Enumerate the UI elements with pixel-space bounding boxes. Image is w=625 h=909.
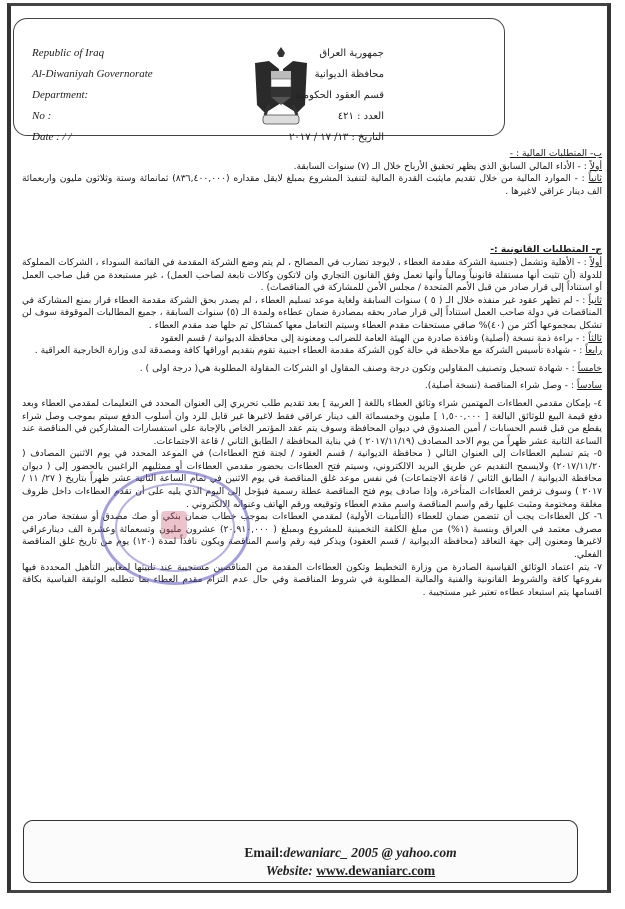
date-ar: التاريخ : ١٣/ ١٧ / ٢٠١٧ — [289, 132, 384, 143]
financial-heading: ب- المتطلبات المالية : - — [509, 148, 602, 159]
legal-fourth: رابعاً : - شهادة تأسيس الشركة مع ملاحظة في حالة كون الشركة مقدمة العطاء اجنبية تقوم بتقديم اوراقها كافة ومصدقة لدى وزارة الخارجية العراقية . — [34, 345, 602, 357]
letterhead-box — [13, 18, 505, 143]
legal-first: أولاً : - الأهلية وتشمل (جنسية الشركة مقدمة العطاء ، لايوجد تضارب في المصالح ، لم يتم وضع الشركة المقدمة في القائمة السوداء ، الشركات المملوكة للدولة (أن تثبت أنها مستقلة قانونياً ومالياً وأنها تعمل وفق القانون التجاري وان لاتكون وكالات تابعة لصاحب العمل) ، غير مستبعدة من قبل صاحب العمل أو استناداً إلى قرار صادر من قبل الأمم المتحدة / مجلس الأمن للمشاركة في المناقصات) . — [22, 256, 602, 294]
department-en: Department: — [32, 89, 89, 101]
footer-email: Email:dewaniarc_ 2005 @ yahoo.com — [244, 845, 457, 860]
date-en: Date : / / — [32, 131, 72, 143]
stamp-emblem-icon — [161, 511, 187, 539]
financial-second: ثانياً : - الموارد المالية من خلال تقديم مايثبت القدرة المالية لتنفيذ المشروع بمبلغ لايقل مقداره (٨٣٦,٤٠٠,٠٠٠) ثمانمائة وستة وثلاثون مليون واربعمائة الف دينار عراقي لاغيرها . — [22, 173, 602, 197]
governorate-en: Al-Diwaniyah Governorate — [32, 68, 153, 80]
website-link[interactable]: www.dewaniarc.com — [316, 863, 436, 878]
clause-5: ٥- يتم تسليم العطاءات إلى العنوان التالي ( محافظة الديوانية / قسم العقود / لجنة فتح العطاءات) في الموعد المحدد في يوم الاثنين المصادف ( ٢٠١٧/١١/٢٠) ولايسمح التقديم عن طريق البريد الالكتروني، وسيتم فتح العطاءات بحضور مقدمي العطاءات أو ممثليهم الراغبين بالحضور إلى ( ديوان محافظة الديوانية / الطابق الثاني / قاعة الاجتماعات) في نفس موعد غلق المناقصة في يوم الاثنين في تمام الساعة الثانية عشر ظهراً بتاريخ ( ٢٧/ ١١ /٢٠١٧ ) وسوف ترفض العطاءات المتأخرة، وإذا صادف يوم فتح المناقصة عطلة رسمية فيؤجل إلى اليوم الذي يليه على أن تقدم العطاءات داخل ظروف مغلقة ومختومة ومثبت عليها رقم واسم المناقصة واسم مقدم العطاء وتوقيعه ورقم الهاتف وعنوانه الالكتروني . — [22, 448, 602, 510]
official-stamp — [100, 470, 250, 585]
number-ar: العدد : ٤٢١ — [337, 111, 384, 122]
governorate-ar: محافظة الديوانية — [314, 69, 384, 80]
letterhead-english — [32, 43, 153, 148]
country-ar: جمهورية العراق — [319, 48, 384, 59]
clause-4: ٤- بإمكان مقدمي العطاءات المهتمين شراء وثائق العطاء باللغة [ العربية ] بعد تقديم طلب تحريري إلى العنوان المحدد في التعليمات لمقدمي العطاء وبعد دفع قيمة البيع للوثائق البالغة [ ١,٥٠٠,٠٠٠ ] مليون وخمسمائة الف دينار عراقي فقط لاغيرها غير قابل للرد وان أسلوب الدفع سيتم بموجب وصل شراء يقطع من قبل قسم الحسابات / أمين الصندوق في ديوان المحافظة وسوف يتم عقد المؤتمر الخاص بالإجابة على استفسارات المشاركين في المناقصة عند الساعة الثانية عشر ظهراً من يوم الاحد المصادف (٢٠١٧/١١/١٩ ) في بناية المحافظة / الطابق الثاني / قاعة الاجتماعات. — [22, 397, 602, 447]
clause-6: ٦- كل العطاءات يجب أن تتضمن ضمان للعطاء (التأمينات الأولية) لمقدمي العطاءات بموجب خطاب ضمان بنكي أو صك مصدق أو سفتجة صادر من مصرف معتمد في العراق وبنسبة (١%) من مبلغ الكلفة التخمينية للمشروع وبمبلغ ( ٢٠,٩١٠,٠٠٠) عشرون مليون وتسعمائة وعشرة الف دينارعراقي لاغيرها ومعنون إلى جهة التعاقد (محافظة الديوانية / قسم العقود) ويذكر فيه رقم واسم المناقصة ويكون نافذاً لمدة (١٢٠) يوم من تاريخ غلق المناقصة الفعلي. — [22, 511, 602, 561]
email-link[interactable]: dewaniarc_ 2005 @ yahoo.com — [283, 845, 457, 860]
legal-third: ثالثاً : - براءة ذمة نسخة (أصلية) ونافذة صادرة من الهيئة العامة للضرائب ومعنونة إلى محافظة الديوانية / قسم العقود — [160, 332, 602, 344]
letterhead-arabic — [289, 43, 384, 148]
footer-website: Website: www.dewaniarc.com — [265, 863, 436, 878]
legal-fifth: خامساً : - شهادة تسجيل وتصنيف المقاولين وتكون درجة وصنف المقاول او الشركات المقاولة المطلوبة هي( درجة اولى ) . — [139, 362, 602, 374]
country-en: Republic of Iraq — [32, 47, 105, 59]
legal-heading: ج- المتطلبات القانونية :- — [490, 244, 602, 256]
legal-sixth: سادساً : - وصل شراء المناقصة (نسخة أصلية). — [424, 380, 602, 392]
legal-second: ثانياً : - لم تظهر عقود غير منفذه خلال الـ ( ٥ ) سنوات السابقة ولغاية موعد تسليم العطاء ، لم يصدر بحق الشركة مقدمة العطاء قرار بمنع المشاركة في المناقصات في دولة صاحب العمل استناداً إلى قرار صادر بحقه بمصادرة ضمان عطاءه ولمدة الـ (٥) سنوات السابقة ، جميع المطالبات الموقوفة سوف لن تشكل بمجموعها أكثر من (٤٠)% صافي مستحقات مقدم العطاء وسيتم التعامل معها كمشاكل تم حلها ضد مقدم العطاء . — [22, 294, 603, 331]
financial-first: أولاً : - الأداء المالي السابق الذي يظهر تحقيق الأرباح خلال الـ (٧) سنوات السابقة. — [293, 160, 602, 172]
department-ar: قسم العقود الحكومية — [295, 90, 384, 101]
clause-7: ٧- يتم اعتماد الوثائق القياسية الصادرة من وزارة التخطيط وتكون العطاءات المقدمة من المناقصين مستجيبة عند تلبيتها لمعايير التأهيل المحددة فيها بفروعها كافة والشروط القانونية والفنية والمالية المطلوبة في شروط المناقصة وفي حال عدم التزام مقدم العطاء بما تتطلبه الوثيقة القياسية بكافة اقسامها يتم استبعاد عطاءه تعتبر غير مستجيبة . — [22, 561, 602, 598]
footer-box — [23, 820, 578, 883]
number-en: No : — [32, 110, 52, 122]
